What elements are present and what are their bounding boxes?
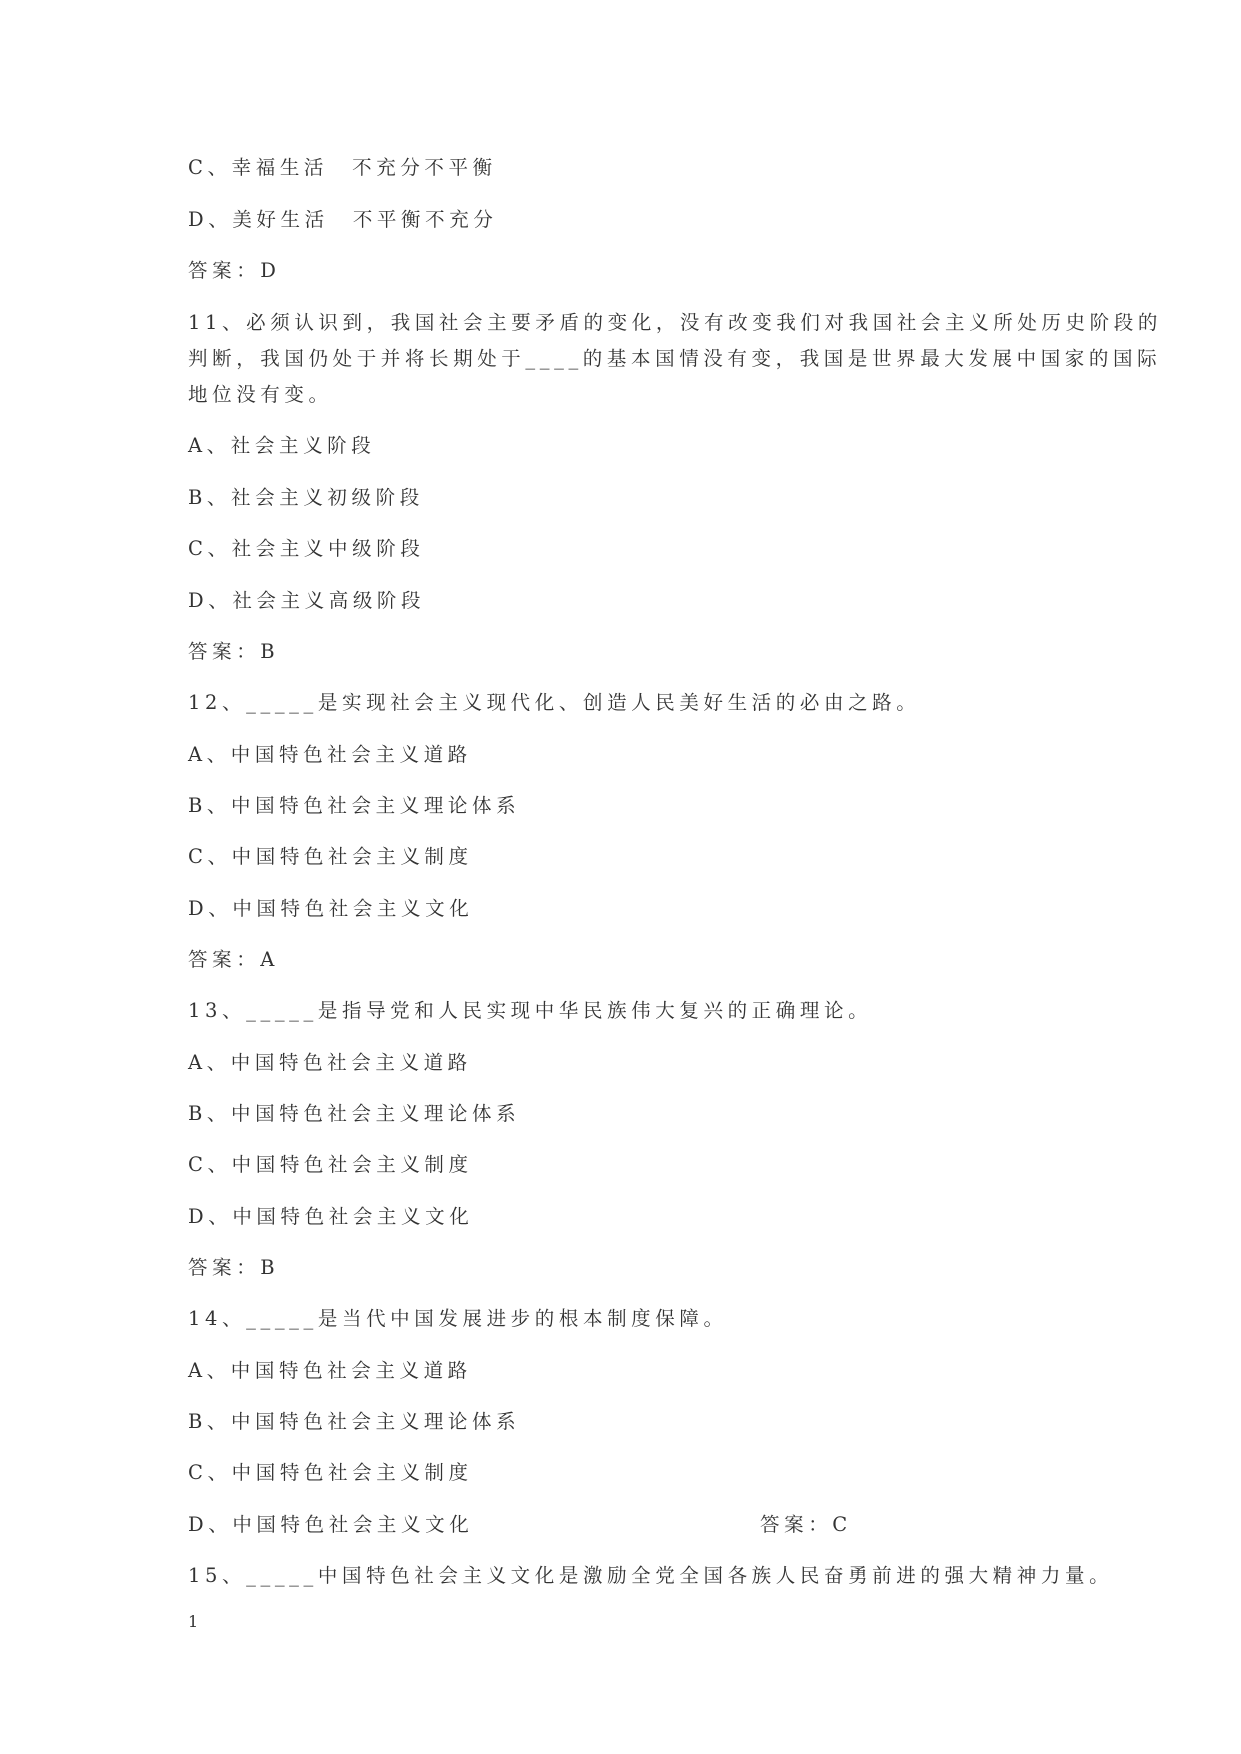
question-13: 13、_____是指导党和人民实现中华民族伟大复兴的正确理论。 (188, 999, 873, 1022)
question-11-line-3: 地位没有变。 (188, 383, 333, 406)
option-d-q11: D、社会主义高级阶段 (188, 589, 426, 612)
option-b-q12: B、中国特色社会主义理论体系 (188, 794, 521, 817)
answer-q12: 答案：A (188, 948, 279, 971)
option-c-q10: C、幸福生活 不充分不平衡 (188, 156, 497, 179)
option-a-q13: A、中国特色社会主义道路 (188, 1051, 472, 1074)
option-b-q14: B、中国特色社会主义理论体系 (188, 1410, 521, 1433)
option-c-q11: C、社会主义中级阶段 (188, 537, 425, 560)
question-15: 15、_____中国特色社会主义文化是激励全党全国各族人民奋勇前进的强大精神力量。 (188, 1564, 1114, 1587)
answer-q11: 答案：B (188, 640, 280, 663)
answer-q13: 答案：B (188, 1256, 280, 1279)
question-14: 14、_____是当代中国发展进步的根本制度保障。 (188, 1307, 728, 1330)
option-d-q12: D、中国特色社会主义文化 (188, 897, 474, 920)
question-12: 12、_____是实现社会主义现代化、创造人民美好生活的必由之路。 (188, 691, 921, 714)
option-c-q14: C、中国特色社会主义制度 (188, 1461, 473, 1484)
option-a-q12: A、中国特色社会主义道路 (188, 743, 472, 766)
option-d-q14-text: D、中国特色社会主义文化 (188, 1513, 474, 1536)
option-d-q14 (188, 1511, 852, 1539)
answer-q10: 答案：D (188, 259, 281, 282)
option-a-q14: A、中国特色社会主义道路 (188, 1359, 472, 1382)
option-b-q11: B、社会主义初级阶段 (188, 486, 424, 509)
option-b-q13: B、中国特色社会主义理论体系 (188, 1102, 521, 1125)
option-d-q10: D、美好生活 不平衡不充分 (188, 208, 498, 231)
option-c-q13: C、中国特色社会主义制度 (188, 1153, 473, 1176)
page-number: 1 (188, 1612, 199, 1631)
option-d-q13: D、中国特色社会主义文化 (188, 1205, 474, 1228)
option-a-q11: A、社会主义阶段 (188, 434, 376, 457)
question-11-line-1: 11、必须认识到，我国社会主要矛盾的变化，没有改变我们对我国社会主义所处历史阶段的 (188, 311, 1162, 334)
question-11-line-2: 判断，我国仍处于并将长期处于____的基本国情没有变，我国是世界最大发展中国家的国际 (188, 347, 1162, 370)
answer-q14: 答案：C (760, 1513, 852, 1536)
option-c-q12: C、中国特色社会主义制度 (188, 845, 473, 868)
